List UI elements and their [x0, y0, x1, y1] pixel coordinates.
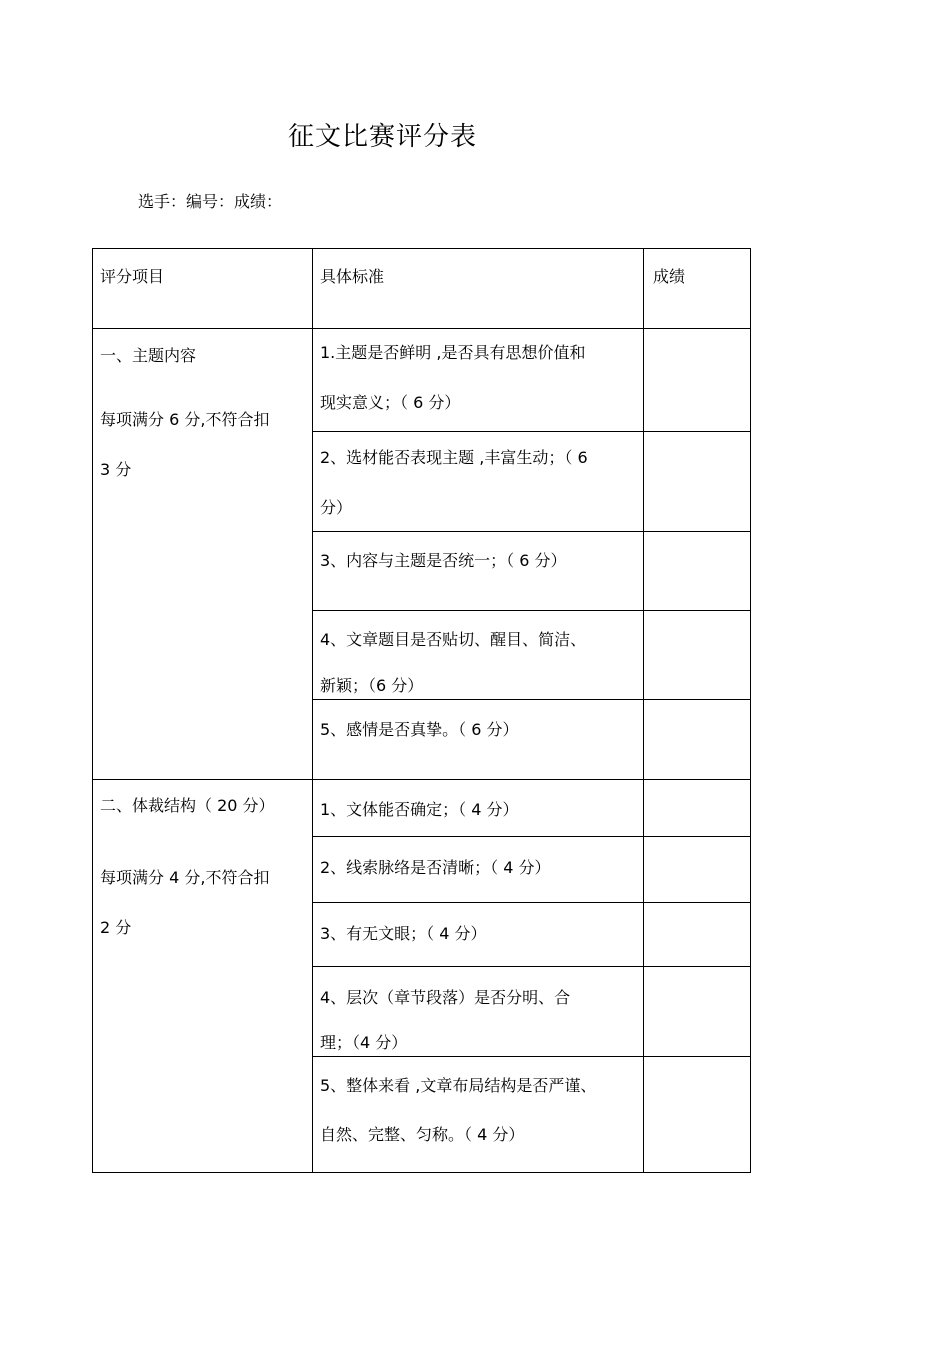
criterion-text: 现实意义；（ 6 分） — [320, 393, 461, 412]
section-heading: 一、主题内容 — [100, 346, 197, 365]
criterion-text: 理；（4 分） — [320, 1033, 408, 1052]
criterion-text: 3、有无文眼；（ 4 分） — [320, 924, 487, 943]
score-cell[interactable] — [644, 432, 750, 531]
contestant-info-line: 选手：编号：成绩： — [138, 192, 283, 211]
criterion-text: 自然、完整、匀称。（ 4 分） — [320, 1125, 525, 1144]
scoring-table — [92, 248, 751, 1173]
score-cell[interactable] — [644, 700, 750, 779]
criterion-text: 分） — [320, 498, 353, 517]
score-cell[interactable] — [644, 903, 750, 966]
criterion-text: 1.主题是否鲜明 ,是否具有思想价值和 — [320, 343, 586, 362]
score-cell[interactable] — [644, 611, 750, 699]
criterion-text: 新颖；（6 分） — [320, 676, 424, 695]
criterion-text: 4、文章题目是否贴切、醒目、简洁、 — [320, 630, 587, 649]
score-cell[interactable] — [644, 1057, 750, 1172]
section-note: 3 分 — [100, 460, 132, 479]
score-cell[interactable] — [644, 967, 750, 1056]
section-note: 2 分 — [100, 918, 132, 937]
criterion-text: 5、整体来看 ,文章布局结构是否严谨、 — [320, 1076, 597, 1095]
score-cell[interactable] — [644, 837, 750, 902]
column-divider — [312, 249, 313, 1172]
header-criteria: 具体标准 — [320, 267, 385, 286]
score-cell[interactable] — [644, 329, 750, 431]
criterion-text: 3、内容与主题是否统一；（ 6 分） — [320, 551, 567, 570]
criterion-text: 2、线索脉络是否清晰；（ 4 分） — [320, 858, 551, 877]
score-cell[interactable] — [644, 780, 750, 836]
header-score: 成绩 — [653, 267, 686, 286]
section-note: 每项满分 6 分,不符合扣 — [100, 410, 270, 429]
section-note: 每项满分 4 分,不符合扣 — [100, 868, 270, 887]
criterion-text: 1、文体能否确定；（ 4 分） — [320, 800, 519, 819]
criterion-text: 2、选材能否表现主题 ,丰富生动；（ 6 — [320, 448, 588, 467]
section-heading: 二、体裁结构（ 20 分） — [100, 796, 275, 815]
score-cell[interactable] — [644, 532, 750, 610]
criterion-text: 5、感情是否真挚。（ 6 分） — [320, 720, 519, 739]
header-scoring-item: 评分项目 — [100, 267, 165, 286]
page-title: 征文比赛评分表 — [288, 122, 478, 152]
criterion-text: 4、层次（章节段落）是否分明、合 — [320, 988, 571, 1007]
